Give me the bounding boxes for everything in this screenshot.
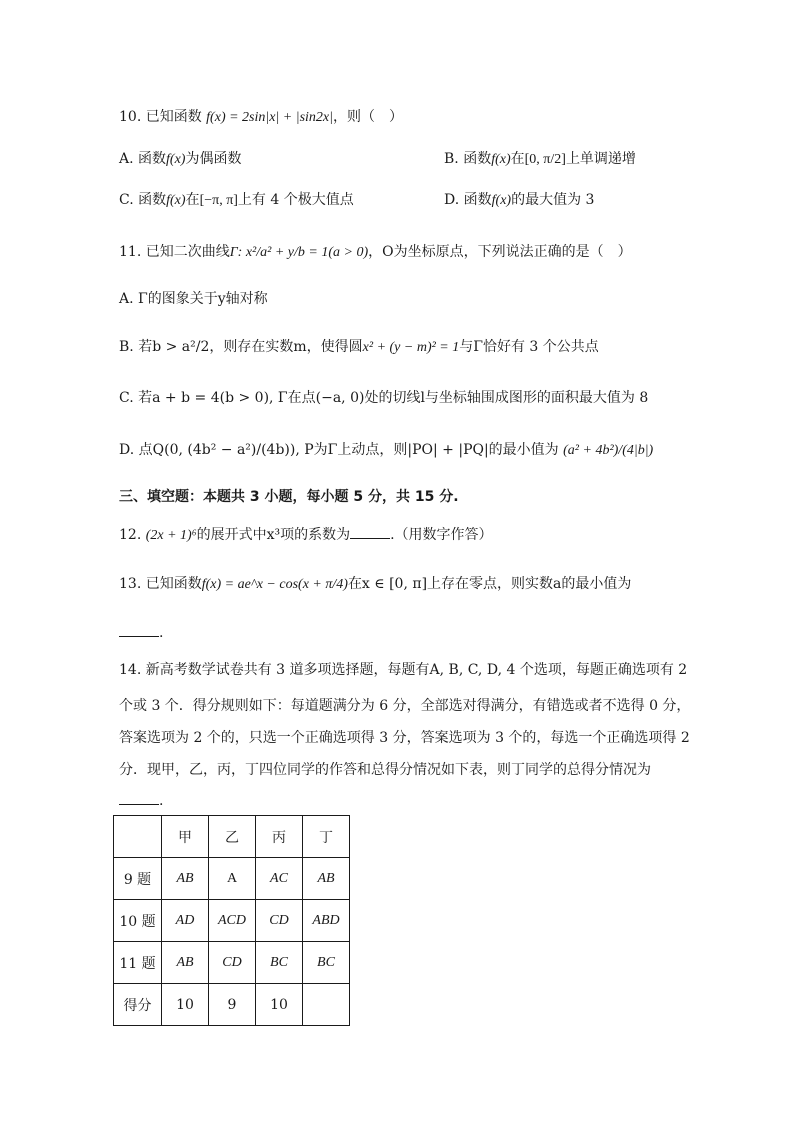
option-label: B. — [444, 151, 459, 167]
option-text: 为偶函数 — [185, 151, 242, 167]
option-label: D. — [444, 192, 460, 208]
table-cell: AD — [162, 900, 209, 942]
table-cell: 9 — [209, 984, 256, 1026]
table-row-head: 10 题 — [114, 900, 162, 942]
q13-number: 13. — [119, 576, 142, 592]
q10-stem-prefix: 已知函数 — [145, 109, 202, 125]
table-cell: 10 — [256, 984, 303, 1026]
q12 — [119, 524, 493, 546]
option-label: C. — [119, 390, 134, 406]
q10-stem-formula: f(x) = 2sin|x| + |sin2x| — [206, 110, 333, 125]
table-cell: AB — [162, 942, 209, 984]
q11-option-d — [119, 440, 653, 461]
option-label: B. — [119, 339, 134, 355]
q10-option-d — [444, 190, 594, 211]
table-row — [114, 900, 350, 942]
option-label: A. — [119, 151, 134, 167]
q14-line-3: 答案选项为 2 个的，只选一个正确选项得 3 分，答案选项为 3 个的，每选一个正确选项得 2 — [119, 730, 690, 746]
q11-option-a — [119, 289, 268, 309]
option-formula: f(x) — [166, 152, 186, 167]
option-text: 点Q(0, (4b² − a²)/(4b)), P为Γ上动点，则|PO| + |PQ|的最小值为 — [138, 442, 559, 458]
table-cell: BC — [256, 942, 303, 984]
table-cell: CD — [209, 942, 256, 984]
q11-stem — [119, 242, 632, 263]
table-header-cell: 丁 — [303, 816, 350, 858]
q11-stem-mid: ，O为坐标原点，下列说法正确的是（ ） — [368, 244, 632, 260]
option-text: Γ的图象关于y轴对称 — [138, 291, 268, 307]
option-formula: x² + (y − m)² = 1 — [362, 340, 460, 355]
option-interval: [−π, π] — [199, 193, 238, 208]
option-interval: [0, π/2] — [524, 152, 566, 167]
table-header-cell: 甲 — [162, 816, 209, 858]
table-row-head: 11 题 — [114, 942, 162, 984]
q12-number: 12. — [119, 527, 142, 543]
table-header-cell: 乙 — [209, 816, 256, 858]
q13-answer-line — [119, 622, 163, 643]
option-label: C. — [119, 192, 134, 208]
table-cell[interactable] — [303, 984, 350, 1026]
table-cell: ACD — [209, 900, 256, 942]
q14-suffix: . — [159, 793, 164, 809]
q12-expr: (2x + 1)⁶ — [145, 528, 197, 543]
q14-line-2: 个或 3 个．得分规则如下：每道题满分为 6 分，全部选对得满分，有错选或者不选得 0 分， — [119, 698, 691, 714]
section-3-heading: 三、填空题：本题共 3 小题，每小题 5 分，共 15 分. — [119, 489, 459, 505]
option-text: 在 — [510, 151, 525, 167]
option-text: 与Γ恰好有 3 个公共点 — [459, 339, 599, 355]
q10-option-b — [444, 149, 636, 170]
q14-line-4: 分．现甲，乙，丙，丁四位同学的作答和总得分情况如下表，则丁同学的总得分情况为 — [119, 762, 651, 778]
q10-number: 10. — [119, 109, 142, 125]
q13-text: 已知函数 — [145, 576, 202, 592]
option-text: 在 — [185, 192, 200, 208]
option-text: 函数 — [463, 192, 492, 208]
option-text: 若b > a²/2，则存在实数m，使得圆 — [138, 339, 363, 355]
table-row-head: 得分 — [114, 984, 162, 1026]
q14-answer-line — [119, 790, 163, 811]
q11-number: 11. — [119, 244, 142, 260]
q11-option-b — [119, 337, 599, 358]
q13-suffix: . — [159, 625, 164, 641]
table-cell: A — [209, 858, 256, 900]
table-cell: AC — [256, 858, 303, 900]
option-text: 上有 4 个极大值点 — [237, 192, 354, 208]
option-text: 函数 — [138, 192, 167, 208]
option-text: 函数 — [138, 151, 167, 167]
answer-blank[interactable] — [119, 790, 159, 805]
q10-option-c — [119, 190, 354, 211]
answer-blank[interactable] — [119, 622, 159, 637]
q10-stem — [119, 107, 403, 128]
q11-stem-prefix: 已知二次曲线 — [145, 244, 230, 260]
option-label: D. — [119, 442, 135, 458]
q14-text: 新高考数学试卷共有 3 道多项选择题，每题有A, B, C, D, 4 个选项，每题正确选项有 2 — [145, 662, 688, 678]
table-cell: AB — [303, 858, 350, 900]
table-header-cell — [114, 816, 162, 858]
table-header-row — [114, 816, 350, 858]
table-row — [114, 858, 350, 900]
q12-suffix: .（用数字作答） — [390, 527, 493, 543]
option-label: A. — [119, 291, 134, 307]
table-row-head: 9 题 — [114, 858, 162, 900]
option-text: 函数 — [463, 151, 492, 167]
table-row — [114, 942, 350, 984]
q13-text: 在x ∈ [0, π]上存在零点，则实数a的最小值为 — [347, 576, 632, 592]
table-cell: ABD — [303, 900, 350, 942]
table-cell: AB — [162, 858, 209, 900]
q11-option-c — [119, 388, 648, 408]
q12-text: 的展开式中x³项的系数为 — [196, 527, 351, 543]
table-cell: 10 — [162, 984, 209, 1026]
q13 — [119, 574, 631, 595]
option-text: 的最大值为 3 — [511, 192, 595, 208]
q10-option-a — [119, 149, 241, 170]
table-cell: BC — [303, 942, 350, 984]
option-formula: f(x) — [491, 193, 512, 208]
option-formula: f(x) — [166, 193, 186, 208]
option-formula: (a² + 4b²)/(4|b|) — [563, 443, 654, 458]
q11-curve: Γ: x²/a² + y/b = 1(a > 0) — [229, 245, 369, 260]
option-text: 若a + b = 4(b > 0), Γ在点(−a, 0)处的切线l与坐标轴围成图形的面积最大值为 8 — [138, 390, 649, 406]
score-table — [113, 815, 350, 1026]
option-text: 上单调递增 — [565, 151, 636, 167]
table-cell: CD — [256, 900, 303, 942]
answer-blank[interactable] — [350, 524, 390, 539]
table-row — [114, 984, 350, 1026]
option-formula: f(x) — [491, 152, 511, 167]
q13-formula: f(x) = ae^x − cos(x + π/4) — [201, 577, 348, 592]
table-header-cell: 丙 — [256, 816, 303, 858]
q14-number: 14. — [119, 662, 142, 678]
q10-stem-suffix: ，则（ ） — [333, 109, 403, 125]
q14-line-1 — [119, 660, 687, 680]
